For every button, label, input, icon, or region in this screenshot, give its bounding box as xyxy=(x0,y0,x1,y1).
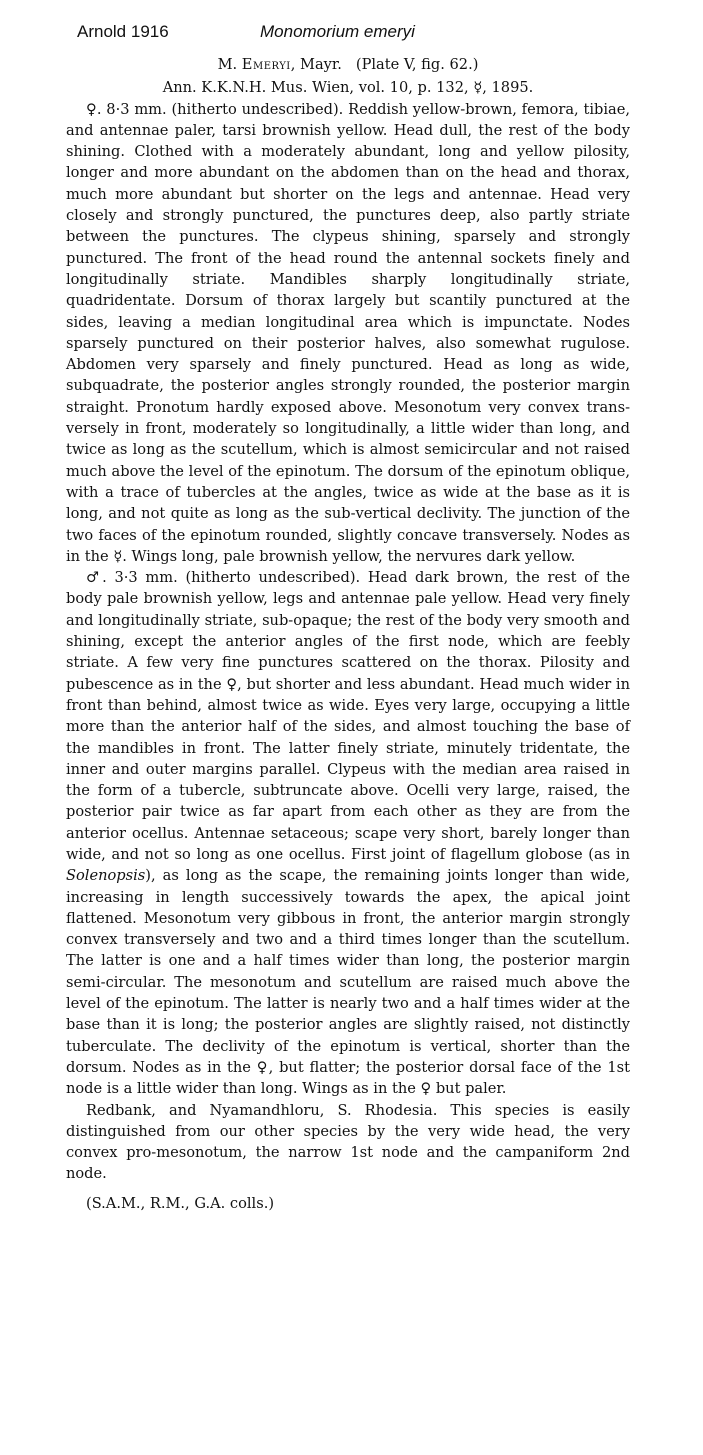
title-authority: , Mayr. xyxy=(290,56,342,73)
italic-genus-solenopsis: Solenopsis xyxy=(66,867,146,885)
species-title xyxy=(66,54,630,75)
collections-note: (S.A.M., R.M., G.A. colls.) xyxy=(86,1194,275,1212)
title-genus: M. xyxy=(217,56,238,73)
header-author-year: Arnold 1916 xyxy=(77,22,169,41)
male-text-part-1: ♂. 3·3 mm. (hitherto undescribed). Head dark brown, the rest of the body pale brownish yellow, legs and antennae pale yellow. Head very finely and longitudinally striate, sub-opaque; the rest of the body very smooth and shining, except the anterior angles of the first node, which are feebly striate. A few very fine punctures scattered on the thorax. Pilosity and pubescence as in the ♀, but shorter and less abundant. Head much wider in front than behind, almost twice as wide. Eyes very large, occupying a little more than the anterior half of the sides, and almost touching the base of the mandibles in front. The latter finely striate, minutely tridentate, the inner and outer margins parallel. Clypeus with the median area raised in the form of a tubercle, subtruncate above. Ocelli very large, raised, the posterior pair twice as far apart from each other as they are from the anterior ocellus. Antennae setaceous; scape very short, barely longer than wide, and not so long as one ocellus. First joint of flagellum globose (as in xyxy=(66,569,630,863)
page-header xyxy=(0,22,703,48)
locality-paragraph: Redbank, and Nyamandhloru, S. Rhodesia. This species is easily distinguished from our other species by the very wide head, the very convex pro-mesonotum, the narrow 1st node and the campaniform 2nd node. xyxy=(66,1101,630,1183)
species-description xyxy=(66,54,630,1214)
header-species-name: Monomorium emeryi xyxy=(260,22,415,41)
title-plate-reference: (Plate V, fig. 62.) xyxy=(355,56,479,73)
original-citation: Ann. K.K.N.H. Mus. Wien, vol. 10, p. 132, ☿, 1895. xyxy=(162,79,534,97)
male-text-part-2: ), as long as the scape, the remaining joints longer than wide, increasing in length successively towards the apex, the apical joint flattened. Mesonotum very gibbous in front, the anterior margin strongly convex transversely and two and a third times longer than the scutellum. The latter is one and a half times wider than long, the posterior margin semi-circular. The mesonotum and scutellum are raised much above the level of the epinotum. The latter is nearly two and a half times wider at the base than it is long; the posterior angles are slightly raised, not distinctly tuberculate. The declivity of the epinotum is vertical, shorter than the dorsum. Nodes as in the ♀, but flatter; the posterior dorsal face of the 1st node is a little wider than long. Wings as in the ♀ but paler. xyxy=(66,867,630,1098)
male-description xyxy=(66,567,630,1099)
female-description: ♀. 8·3 mm. (hitherto undescribed). Reddish yellow-brown, femora, tibiae, and antennae paler, tarsi brownish yellow. Head dull, the rest of the body shining. Clothed with a moderately abundant, long and yellow pilosity, longer and more abundant on the abdomen than on the head and thorax, much more abundant but shorter on the legs and antennae. Head very closely and strongly punctured, the punctures deep, also partly striate between the punctures. The clypeus shining, sparsely and strongly punctured. The front of the head round the antennal sockets finely and longitudinally striate. Mandibles sharply longitudinally striate, quadridentate. Dorsum of thorax largely but scantily punctured at the sides, leaving a median longitudinal area which is impunctate. Nodes sparsely punctured on their posterior halves, also somewhat rugulose. Abdomen very sparsely and finely punctured. Head as long as wide, subquadrate, the posterior angles strongly rounded, the posterior margin straight. Pronotum hardly exposed above. Mesonotum very convex transversely in front, moderately so longitudinally, a little wider than long, and twice as long as the scutellum, which is almost semicircular and not raised much above the level of the epinotum. The dorsum of the epinotum oblique, with a trace of tubercles at the angles, twice as wide at the base as it is long, and not quite as long as the sub-vertical declivity. The junction of the two faces of the epinotum rounded, slightly concave transversely. Nodes as in the ☿. Wings long, pale brownish yellow, the nervures dark yellow. xyxy=(66,100,630,565)
title-species: Emeryi xyxy=(241,56,291,73)
